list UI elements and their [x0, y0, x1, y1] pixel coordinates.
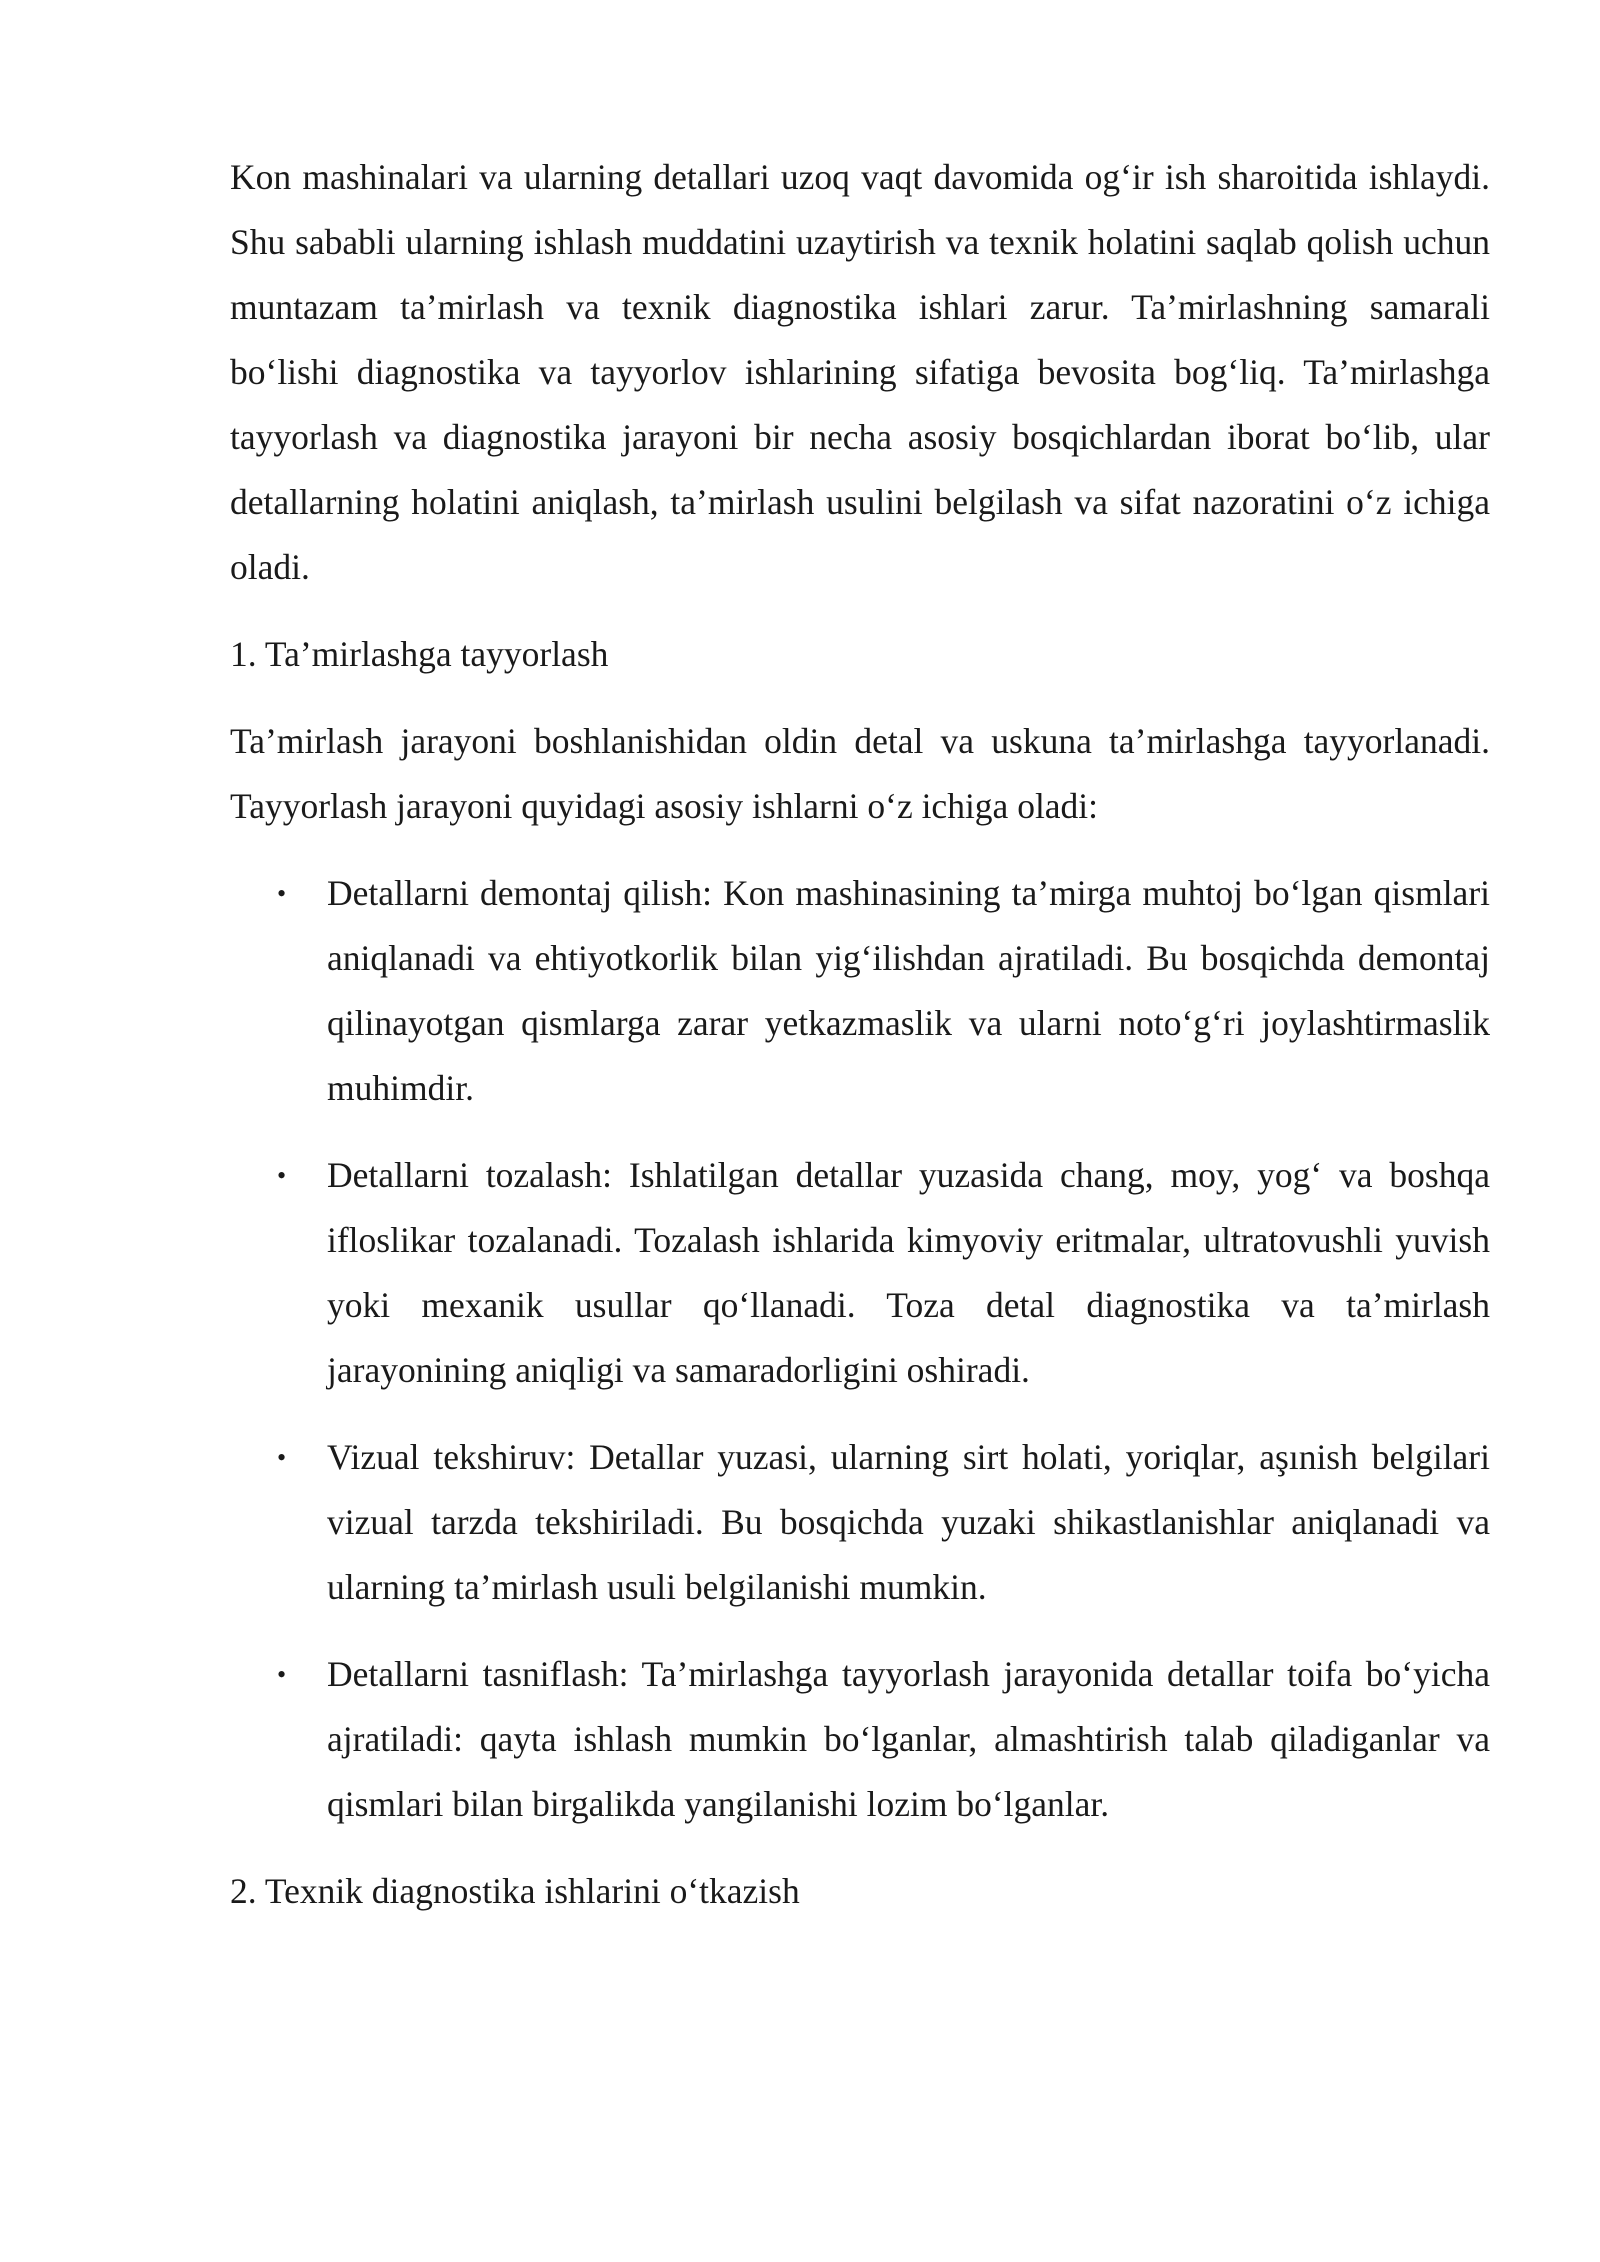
bullet-icon: •: [277, 1161, 287, 1190]
intro-paragraph: Kon mashinalari va ularning detallari uzoq vaqt davomida og‘ir ish sharoitida ishlaydi. Shu sababli ularning ishlash muddatini uzaytirish va texnik holatini saqlab qolish uchun muntazam ta’mirlash va texnik diagnostika ishlari zarur. Ta’mirlashning samarali bo‘lishi diagnostika va tayyorlov ishlarining sifatiga bevosita bog‘liq. Ta’mirlashga tayyorlash va diagnostika jarayoni bir necha asosiy bosqichlardan iborat bo‘lib, ular detallarning holatini aniqlash, ta’mirlash usulini belgilash va sifat nazoratini o‘z ichiga oladi.: [230, 157, 1490, 587]
bullet-icon: •: [277, 1660, 287, 1689]
list-item: [230, 1143, 1490, 1403]
list-item-text: Detallarni tasniflash: Ta’mirlashga tayyorlash jarayonida detallar toifa bo‘yicha ajratiladi: qayta ishlash mumkin bo‘lganlar, almashtirish talab qiladiganlar va qismlari bilan birgalikda yangilanishi lozim bo‘lganlar.: [327, 1654, 1490, 1824]
list-item: [230, 1642, 1490, 1837]
bullet-icon: •: [277, 1443, 287, 1472]
bullet-icon: •: [277, 879, 287, 908]
list-item-text: Vizual tekshiruv: Detallar yuzasi, ularning sirt holati, yoriqlar, aşınish belgilari vizual tarzda tekshiriladi. Bu bosqichda yuzaki shikastlanishlar aniqlanadi va ularning ta’mirlash usuli belgilanishi mumkin.: [327, 1437, 1490, 1607]
list-item-text: Detallarni demontaj qilish: Kon mashinasining ta’mirga muhtoj bo‘lgan qismlari aniqlanadi va ehtiyotkorlik bilan yig‘ilishdan ajratiladi. Bu bosqichda demontaj qilinayotgan qismlarga zarar yetkazmaslik va ularni noto‘g‘ri joylashtirmaslik muhimdir.: [327, 873, 1490, 1108]
section-2-heading: 2. Texnik diagnostika ishlarini o‘tkazish: [230, 1871, 800, 1911]
list-item-text: Detallarni tozalash: Ishlatilgan detallar yuzasida chang, moy, yog‘ va boshqa ifloslikar tozalanadi. Tozalash ishlarida kimyoviy eritmalar, ultratovushli yuvish yoki mexanik usullar qo‘llanadi. Toza detal diagnostika va ta’mirlash jarayonining aniqligi va samaradorligini oshiradi.: [327, 1155, 1490, 1390]
section-1-intro-paragraph: Ta’mirlash jarayoni boshlanishidan oldin detal va uskuna ta’mirlashga tayyorlanadi. Tayyorlash jarayoni quyidagi asosiy ishlarni o‘z ichiga oladi:: [230, 721, 1490, 826]
document-page: [230, 145, 1490, 1924]
list-item: [230, 1425, 1490, 1620]
list-item: [230, 861, 1490, 1121]
section-1-heading: 1. Ta’mirlashga tayyorlash: [230, 634, 609, 674]
preparation-steps-list: [230, 861, 1490, 1837]
